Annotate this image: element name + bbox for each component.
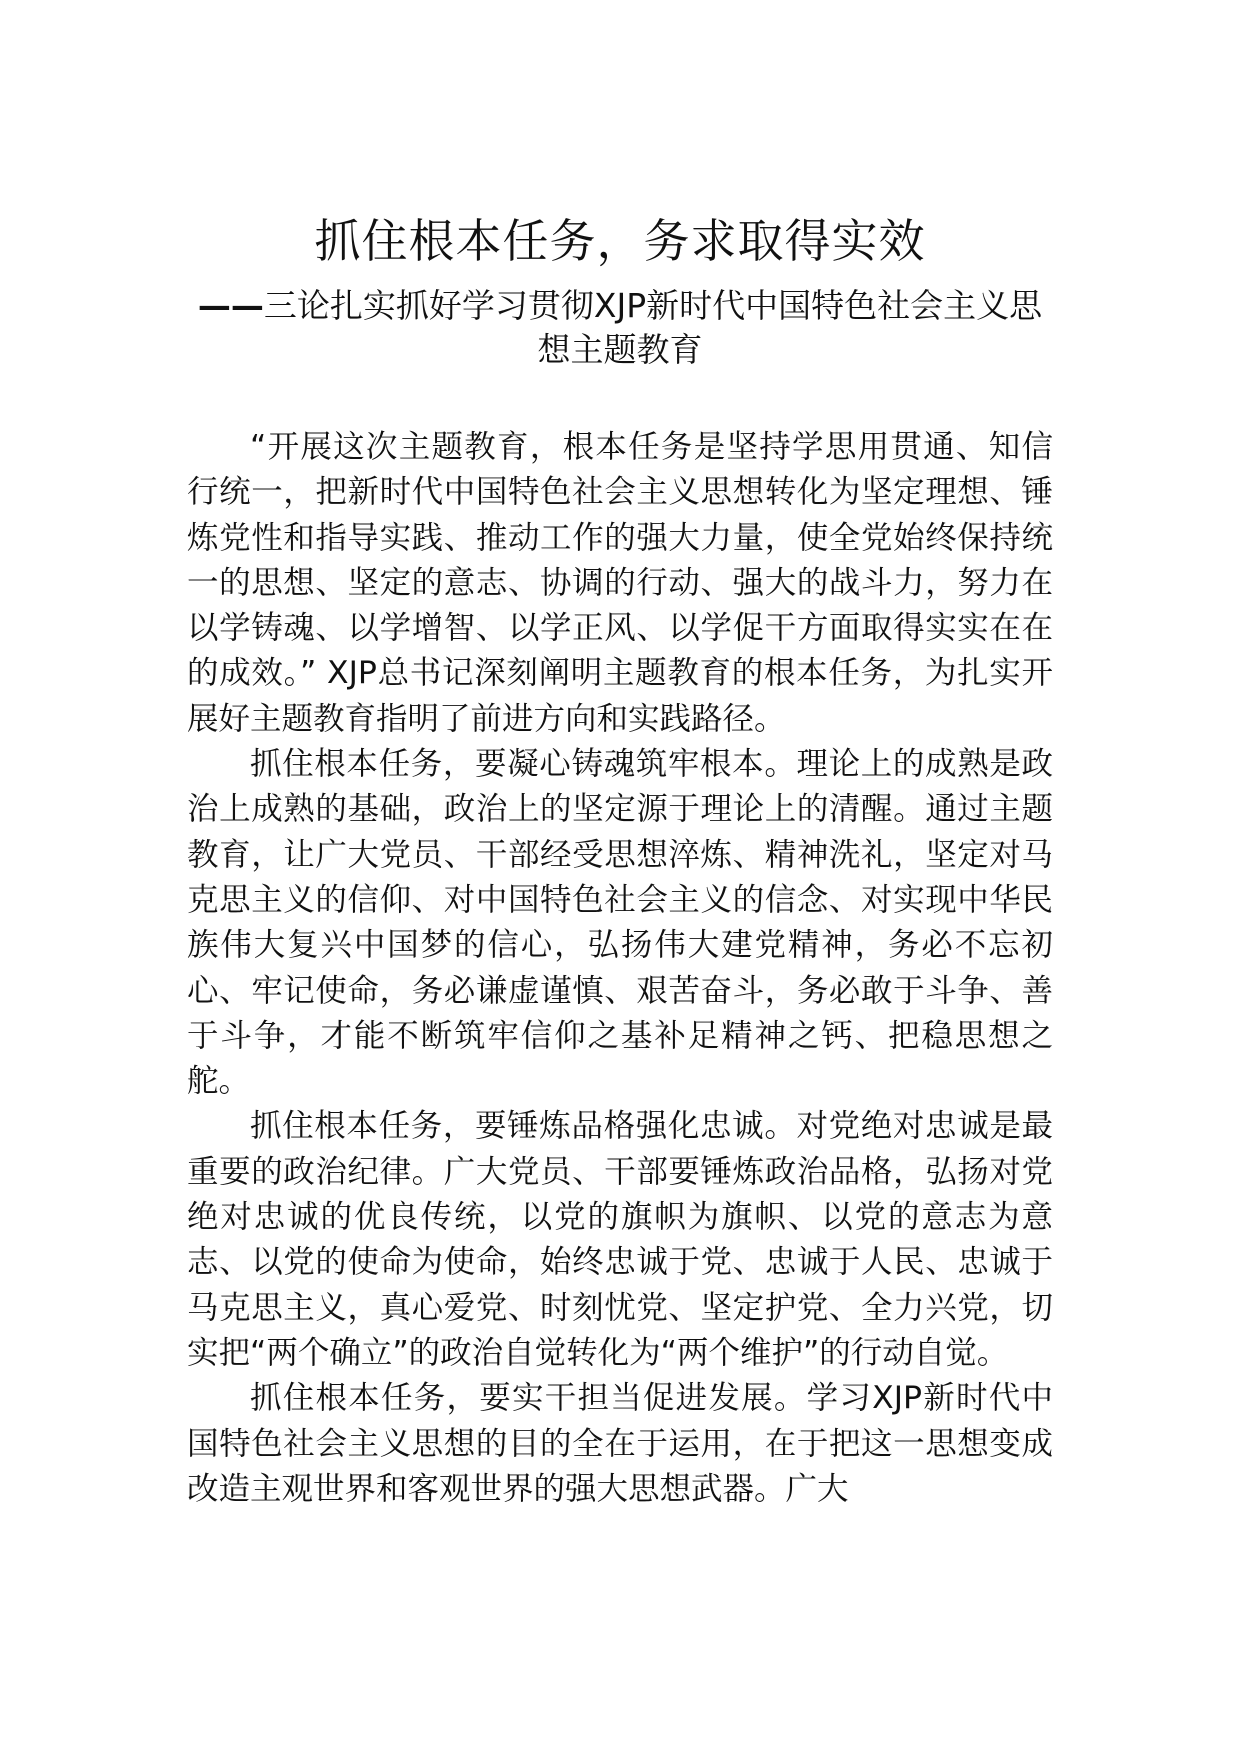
paragraph-4: 抓住根本任务，要实干担当促进发展。学习XJP新时代中国特色社会主义思想的目的全在于运用，在于把这一思想变成改造主观世界和客观世界的强大思想武器。广大	[187, 1380, 1053, 1507]
document-title: 抓住根本任务，务求取得实效	[314, 214, 926, 268]
document-body	[187, 425, 1053, 1512]
subtitle-text: 三论扎实抓好学习贯彻XJP新时代中国特色社会主义思想主题教育	[263, 286, 1043, 369]
paragraph-1: “开展这次主题教育，根本任务是坚持学思用贯通、知信行统一，把新时代中国特色社会主义思想转化为坚定理想、锤炼党性和指导实践、推动工作的强大力量，使全党始终保持统一的思想、坚定的意志、协调的行动、强大的战斗力，努力在以学铸魂、以学增智、以学正风、以学促干方面取得实实在在的成效。” XJP总书记深刻阐明主题教育的根本任务，为扎实开展好主题教育指明了前进方向和实践路径。	[187, 429, 1053, 737]
paragraph-2: 抓住根本任务，要凝心铸魂筑牢根本。理论上的成熟是政治上成熟的基础，政治上的坚定源于理论上的清醒。通过主题教育，让广大党员、干部经受思想淬炼、精神洗礼，坚定对马克思主义的信仰、对中国特色社会主义的信念、对实现中华民族伟大复兴中国梦的信心，弘扬伟大建党精神，务必不忘初心、牢记使命，务必谦虚谨慎、艰苦奋斗，务必敢于斗争、善于斗争，才能不断筑牢信仰之基补足精神之钙、把稳思想之舵。	[187, 746, 1053, 1100]
paragraph-3: 抓住根本任务，要锤炼品格强化忠诚。对党绝对忠诚是最重要的政治纪律。广大党员、干部要锤炼政治品格，弘扬对党绝对忠诚的优良传统，以党的旗帜为旗帜、以党的意志为意志、以党的使命为使命，始终忠诚于党、忠诚于人民、忠诚于马克思主义，真心爱党、时刻忧党、坚定护党、全力兴党，切实把“两个确立”的政治自觉转化为“两个维护”的行动自觉。	[187, 1108, 1053, 1371]
subtitle-dash: ——	[197, 286, 264, 325]
document-subtitle	[190, 284, 1050, 372]
